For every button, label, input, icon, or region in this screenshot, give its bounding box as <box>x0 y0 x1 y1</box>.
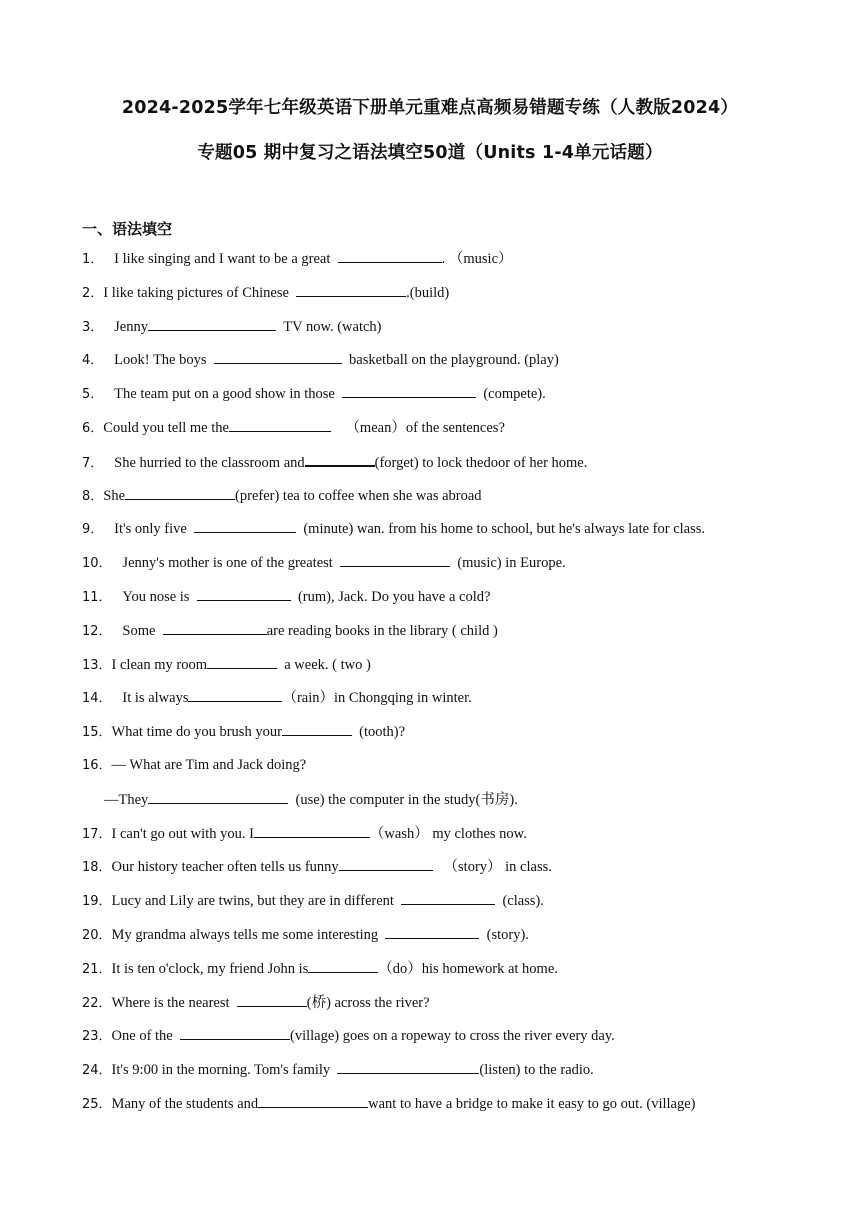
answer-blank[interactable] <box>296 282 406 297</box>
section-title: 一、语法填空 <box>82 220 173 238</box>
answer-blank[interactable] <box>180 1025 290 1040</box>
answer-blank[interactable] <box>214 349 342 364</box>
question-item: 13．I clean my room a week. ( two ) <box>82 654 371 676</box>
answer-blank[interactable] <box>258 1093 368 1108</box>
answer-blank[interactable] <box>237 992 307 1007</box>
question-item: 8．She (prefer) tea to coffee when she was abroad <box>82 485 482 507</box>
question-item: 11． You nose is (rum), Jack. Do you have a cold? <box>82 586 490 608</box>
answer-blank[interactable] <box>125 485 235 500</box>
question-item: —They (use) the computer in the study(书房). <box>104 789 518 810</box>
question-item: 16．— What are Tim and Jack doing? <box>82 757 307 773</box>
question-item: 19．Lucy and Lily are twins, but they are in different (class). <box>82 890 544 912</box>
answer-blank[interactable] <box>229 417 331 432</box>
question-item: 12． Some are reading books in the library ( child ) <box>82 620 498 642</box>
page-subtitle: 专题05 期中复习之语法填空50道（Units 1-4单元话题） <box>197 143 663 163</box>
question-item: 23．One of the (village) goes on a ropeway to cross the river every day. <box>82 1025 615 1047</box>
answer-blank[interactable] <box>207 654 277 669</box>
answer-blank[interactable] <box>340 552 450 567</box>
question-item: 21．It is ten o'clock, my friend John is （do）his homework at home. <box>82 958 558 980</box>
question-item: 22．Where is the nearest (桥) across the river? <box>82 992 430 1014</box>
question-item: 17．I can't go out with you. I （wash） my clothes now. <box>82 823 527 845</box>
question-item: 5． The team put on a good show in those (compete). <box>82 383 546 405</box>
question-item: 3． Jenny TV now. (watch) <box>82 316 382 338</box>
question-item: 10． Jenny's mother is one of the greatest (music) in Europe. <box>82 552 566 574</box>
answer-blank[interactable] <box>282 721 352 736</box>
answer-blank[interactable] <box>342 383 476 398</box>
answer-blank[interactable] <box>385 924 479 939</box>
answer-blank[interactable] <box>305 451 375 467</box>
answer-blank[interactable] <box>337 1059 479 1074</box>
answer-blank[interactable] <box>194 518 296 533</box>
page-title: 2024-2025学年七年级英语下册单元重难点高频易错题专练（人教版2024） <box>121 98 739 118</box>
answer-blank[interactable] <box>188 687 282 702</box>
answer-blank[interactable] <box>401 890 495 905</box>
question-item: 6．Could you tell me the （mean）of the sentences? <box>82 417 505 439</box>
question-item: 15．What time do you brush your (tooth)? <box>82 721 405 743</box>
answer-blank[interactable] <box>308 958 378 973</box>
question-item: 4． Look! The boys basketball on the playground. (play) <box>82 349 559 371</box>
answer-blank[interactable] <box>254 823 370 838</box>
question-item: 20．My grandma always tells me some interesting (story). <box>82 924 529 946</box>
question-item: 18．Our history teacher often tells us funny （story） in class. <box>82 856 552 878</box>
answer-blank[interactable] <box>338 248 442 263</box>
question-item: 25．Many of the students and want to have a bridge to make it easy to go out. (village) <box>82 1093 696 1115</box>
question-item: 9． It's only five (minute) wan. from his home to school, but he's always late for class. <box>82 518 705 540</box>
question-item: 1． I like singing and I want to be a great . （music） <box>82 248 513 270</box>
answer-blank[interactable] <box>339 856 433 871</box>
question-item: 2．I like taking pictures of Chinese .(build) <box>82 282 449 304</box>
answer-blank[interactable] <box>197 586 291 601</box>
question-item: 24．It's 9:00 in the morning. Tom's family (listen) to the radio. <box>82 1059 594 1081</box>
answer-blank[interactable] <box>163 620 267 635</box>
question-item: 14． It is always （rain）in Chongqing in winter. <box>82 687 472 709</box>
answer-blank[interactable] <box>148 789 288 804</box>
question-item: 7． She hurried to the classroom and (forget) to lock thedoor of her home. <box>82 451 587 474</box>
answer-blank[interactable] <box>148 316 276 331</box>
